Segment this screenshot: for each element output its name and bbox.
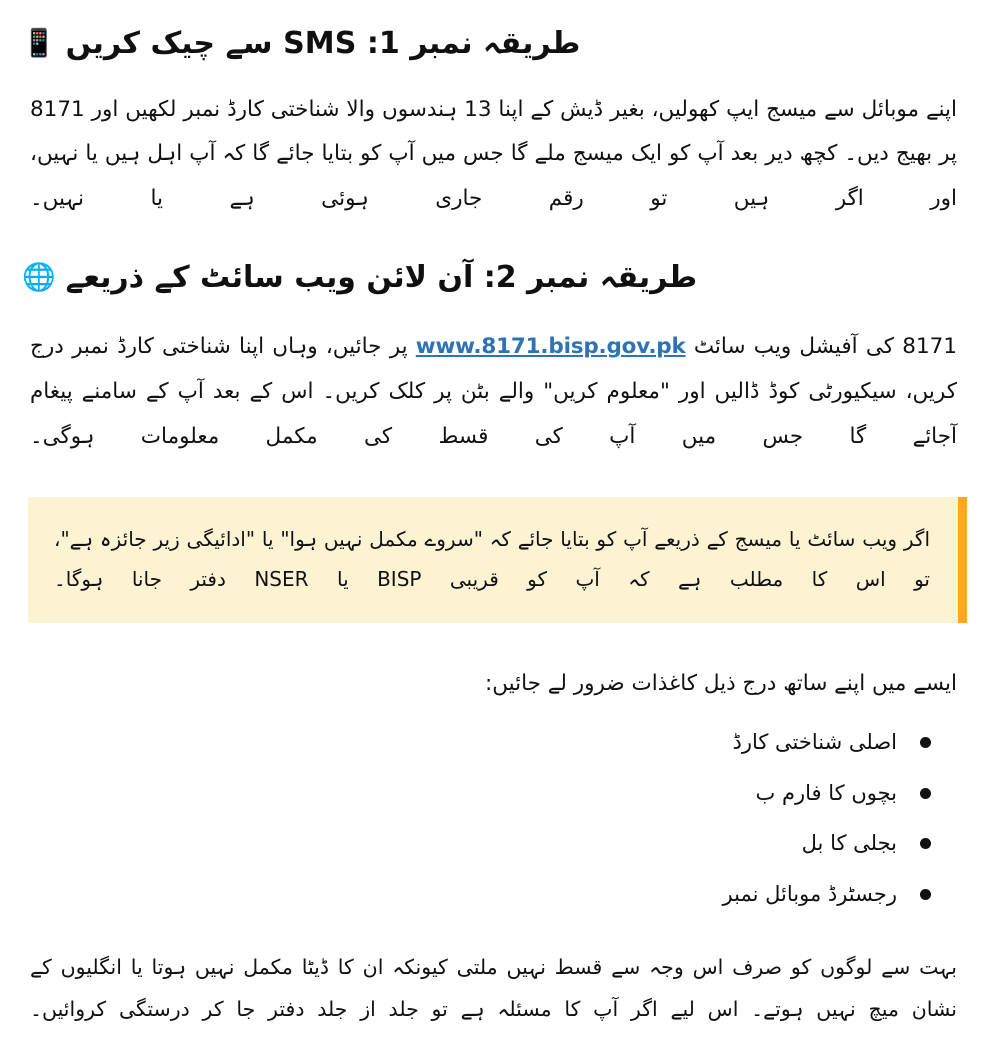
globe-icon: 🌐 <box>22 261 56 293</box>
bisp-website-link[interactable]: www.8171.bisp.gov.pk <box>415 334 686 360</box>
documents-list-lead-in: ایسے میں اپنے ساتھ درج ذیل کاغذات ضرور لے جائیں: <box>485 671 957 697</box>
list-item: اصلی شناختی کارڈ <box>0 726 931 759</box>
list-item: رجسٹرڈ موبائل نمبر <box>0 878 931 911</box>
list-item: بجلی کا بل <box>0 827 931 860</box>
document-page <box>0 22 991 1046</box>
paragraph-method-one-body: اپنے موبائل سے میسج ایپ کھولیں، بغیر ڈیش کے اپنا 13 ہندسوں والا شناختی کارڈ نمبر لکھیں اور 8171 پر بھیج دیں۔ کچھ دیر بعد آپ کو ایک میسج ملے گا جس میں آپ کو بتایا جائے گا کہ آپ اہل ہیں یا نہیں، اور اگر ہیں تو رقم جاری ہوئی ہے یا نہیں۔ <box>30 96 958 211</box>
mobile-phone-icon: 📱 <box>22 28 56 60</box>
paragraph-closing: بہت سے لوگوں کو صرف اس وجہ سے قسط نہیں ملتی کیونکہ ان کا ڈیٹا مکمل نہیں ہوتا یا انگلیوں کے نشان میچ نہیں ہوتے۔ اس لیے اگر آپ کا مسئلہ ہے تو جلد از جلد دفتر جا کر درستگی کروائیں۔ <box>30 955 957 1022</box>
paragraph-text-after-link: پر جائیں، وہاں اپنا شناختی کارڈ نمبر درج کریں، سیکیورٹی کوڈ ڈالیں اور "معلوم کریں" والے بٹن پر کلک کریں۔ اس کے بعد آپ کے سامنے پیغام آجائے گا جس میں آپ کی قسط کی مکمل معلومات ہوگی۔ <box>30 334 957 449</box>
heading-method-one-text: طریقہ نمبر 1: SMS سے چیک کریں <box>65 26 581 61</box>
callout-notice <box>28 497 967 623</box>
paragraph-text-before-link: 8171 کی آفیشل ویب سائٹ <box>685 334 957 360</box>
paragraph-method-two-body <box>0 325 991 459</box>
heading-method-two-text: طریقہ نمبر 2: آن لائن ویب سائٹ کے ذریعے <box>65 259 698 295</box>
list-item: بچوں کا فارم ب <box>0 777 931 810</box>
callout-notice-text: اگر ویب سائٹ یا میسج کے ذریعے آپ کو بتایا جائے کہ "سروے مکمل نہیں ہوا" یا "ادائیگی زیر جائزہ ہے"، تو اس کا مطلب ہے کہ آپ کو قریبی BISP یا NSER دفتر جانا ہوگا۔ <box>54 527 930 592</box>
documents-list <box>0 726 991 910</box>
heading-method-two <box>0 256 991 300</box>
heading-method-one <box>0 22 991 66</box>
